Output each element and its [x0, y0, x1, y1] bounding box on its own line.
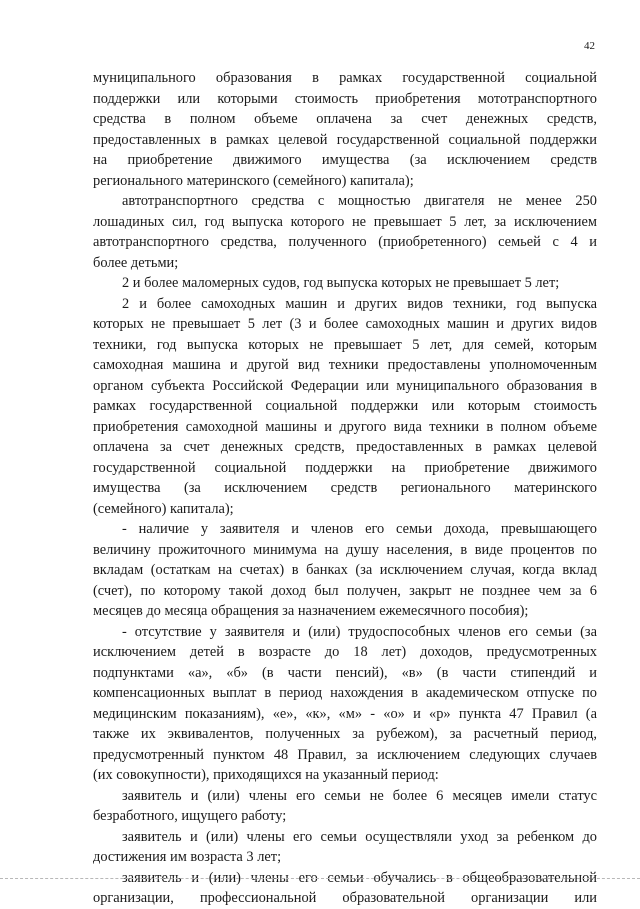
text-line: лошадиных сил, год выпуска которого не превышает 5 лет, за исключением — [93, 213, 597, 230]
text-line: безработного, ищущего работу; — [93, 808, 287, 824]
text-line: организации, профессиональной образовательной организации или — [93, 890, 597, 906]
text-line: рамках государственной социальной поддержки или которым стоимость — [93, 398, 597, 414]
text-line: оплачена за счет денежных средств, предоставленных в рамках целевой — [93, 439, 597, 455]
text-line: приобретения самоходной машины и другого вида техники в полном объеме — [93, 418, 597, 435]
text-line: муниципального образования в рамках государственной социальной — [93, 70, 597, 86]
scan-edge-line — [0, 878, 640, 879]
text-line: величину прожиточного минимума на душу населения, в виде процентов по — [93, 541, 597, 558]
text-line: (счет), по которому такой доход был получен, закрыт не позднее чем за 6 — [93, 582, 597, 599]
text-line: заявитель и (или) члены его семьи обучались в общеобразовательной — [122, 869, 597, 886]
text-line: заявитель и (или) члены его семьи не более 6 месяцев имели статус — [122, 787, 597, 804]
text-line: месяцев до месяца обращения за назначением ежемесячного пособия); — [93, 603, 529, 619]
text-line: 2 и более маломерных судов, год выпуска которых не превышает 5 лет; — [122, 275, 560, 291]
text-line: средства в полном объеме оплачена за счет денежных средств, — [93, 111, 597, 127]
body-text — [93, 68, 597, 909]
text-line: на приобретение движимого имущества (за исключением средств — [93, 152, 597, 168]
text-line: регионального материнского (семейного) капитала); — [93, 172, 414, 189]
text-line: исключением детей в возрасте до 18 лет) доходов, предусмотренных — [93, 644, 597, 660]
text-line: имущества (за исключением средств регионального материнского — [93, 480, 597, 496]
text-line: которых не превышает 5 лет (3 и более самоходных машин и других видов — [93, 316, 597, 332]
text-line: самоходная машина и другой вид техники предоставлены уполномоченным — [93, 357, 597, 373]
text-line: поддержки или которыми стоимость приобретения мототранспортного — [93, 90, 597, 107]
text-line: (семейного) капитала); — [93, 500, 234, 517]
text-line: предоставленных в рамках целевой государственной социальной поддержки — [93, 131, 597, 148]
text-line: компенсационных выплат в период нахождения в академическом отпуске по — [93, 685, 597, 701]
text-line: медицинским показаниям), «е», «к», «м» - «о» и «р» пункта 47 Правил (а — [93, 705, 597, 722]
text-line: государственной социальной поддержки на приобретение движимого — [93, 459, 597, 476]
text-line: заявитель и (или) члены его семьи осуществляли уход за ребенком до — [122, 828, 597, 845]
text-line: более детьми; — [93, 254, 179, 271]
text-line: - отсутствие у заявителя и (или) трудоспособных членов его семьи (за — [122, 623, 597, 640]
page-number: 42 — [584, 40, 595, 52]
text-line: (их совокупности), приходящихся на указанный период: — [93, 767, 439, 783]
text-line: 2 и более самоходных машин и других видов техники, год выпуска — [122, 295, 597, 312]
text-line: органом субъекта Российской Федерации или муниципального образования в — [93, 377, 597, 394]
text-line: автотранспортного средства, полученного (приобретенного) семьей с 4 и — [93, 234, 597, 250]
text-line: также их эквивалентов, полученных за рубежом), за расчетный период, — [93, 726, 597, 742]
text-line: автотранспортного средства с мощностью двигателя не менее 250 — [122, 193, 597, 209]
text-line: предусмотренный пунктом 48 Правил, за исключением следующих случаев — [93, 746, 597, 763]
text-line: - наличие у заявителя и членов его семьи дохода, превышающего — [122, 521, 597, 537]
text-line: достижения им возраста 3 лет; — [93, 849, 282, 865]
text-line: вкладам (остаткам на счетах) в банках (за исключением случая, когда вклад — [93, 562, 597, 578]
text-line: техники, год выпуска которых не превышает 5 лет, для семей, которым — [93, 336, 597, 353]
text-line: подпунктами «а», «б» (в части пенсий), «в» (в части стипендий и — [93, 664, 597, 681]
